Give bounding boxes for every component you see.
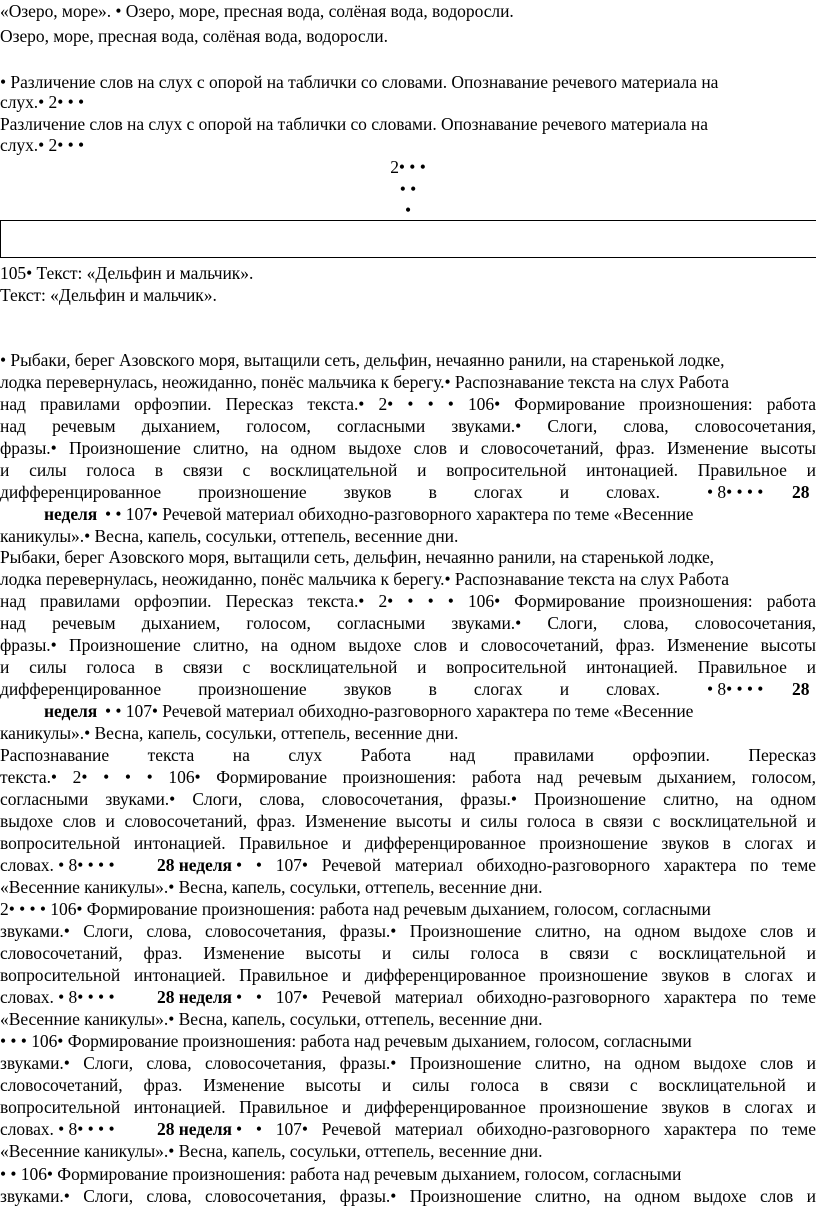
text-line: фразы.• Произношение слитно, на одном выдохе слов и словосочетаний, фраз. Изменение высоты — [0, 438, 816, 458]
text-line: вопросительной интонацией. Правильное и дифференцированное произношение звуков в слогах и — [0, 1097, 816, 1117]
text-line: • • 107• Речевой материал обиходно-разговорного характера по теме «Весенние — [105, 701, 694, 721]
text-line: фразы.• Произношение слитно, на одном выдохе слов и словосочетаний, фраз. Изменение высоты — [0, 635, 816, 655]
text-line: Текст: «Дельфин и мальчик». — [0, 285, 217, 305]
text-line: 2• • • • 106• Формирование произношения: работа над речевым дыханием, голосом, согласными — [0, 899, 711, 919]
text-line: каникулы».• Весна, капель, сосульки, оттепель, весенние дни. — [0, 723, 459, 743]
text-line: • • • 106• Формирование произношения: работа над речевым дыханием, голосом, согласными — [0, 1031, 692, 1051]
text-line: • Различение слов на слух с опорой на таблички со словами. Опознавание речевого материала на — [0, 72, 719, 92]
text-line: словах. • 8• • • • — [0, 987, 115, 1007]
text-line: и силы голоса в связи с восклицательной и вопросительной интонацией. Правильное и — [0, 657, 816, 677]
text-line: словах. • 8• • • • — [0, 1119, 115, 1139]
text-line: словосочетаний, фраз. Изменение высоты и силы голоса в связи с восклицательной и — [0, 943, 816, 963]
text-line: • 8• • • • — [707, 482, 764, 502]
week-label: неделя — [44, 504, 98, 524]
text-line: Рыбаки, берег Азовского моря, вытащили сеть, дельфин, нечаянно ранили, на старенькой лодке, — [0, 547, 714, 567]
text-line: • • 107• Речевой материал обиходно-разговорного характера по теме — [236, 855, 816, 875]
text-line: 2• • • — [390, 157, 426, 177]
text-line: лодка перевернулась, неожиданно, понёс мальчика к берегу.• Распознавание текста на слух Работа — [0, 569, 729, 589]
empty-table-cell — [0, 220, 816, 258]
text-line: Распознавание текста на слух Работа над правилами орфоэпии. Пересказ — [0, 745, 816, 765]
text-line: 105• Текст: «Дельфин и мальчик». — [0, 263, 254, 283]
text-line: Озеро, море, пресная вода, солёная вода, водоросли. — [0, 26, 388, 46]
text-line: над речевым дыханием, голосом, согласными звуками.• Слоги, слова, словосочетания, — [0, 613, 816, 633]
week-label: 28 неделя — [157, 987, 232, 1007]
text-line: • — [404, 200, 412, 220]
text-line: слух.• 2• • • — [0, 92, 85, 112]
text-line: «Весенние каникулы».• Весна, капель, сосульки, оттепель, весенние дни. — [0, 1009, 543, 1029]
text-line: «Весенние каникулы».• Весна, капель, сосульки, оттепель, весенние дни. — [0, 1141, 543, 1161]
week-label: 28 — [792, 482, 810, 502]
text-line: каникулы».• Весна, капель, сосульки, оттепель, весенние дни. — [0, 526, 459, 546]
text-line: лодка перевернулась, неожиданно, понёс мальчика к берегу.• Распознавание текста на слух Работа — [0, 372, 729, 392]
text-line: вопросительной интонацией. Правильное и дифференцированное произношение звуков в слогах и — [0, 833, 816, 853]
text-line: «Озеро, море». • Озеро, море, пресная вода, солёная вода, водоросли. — [0, 1, 514, 21]
text-line: вопросительной интонацией. Правильное и дифференцированное произношение звуков в слогах и — [0, 965, 816, 985]
week-label: 28 — [792, 679, 810, 699]
text-line: дифференцированное произношение звуков в слогах и словах. — [0, 679, 660, 699]
text-line: над речевым дыханием, голосом, согласными звуками.• Слоги, слова, словосочетания, — [0, 416, 816, 436]
text-line: • • 106• Формирование произношения: работа над речевым дыханием, голосом, согласными — [0, 1164, 682, 1184]
text-line: дифференцированное произношение звуков в слогах и словах. — [0, 482, 660, 502]
text-line: словосочетаний, фраз. Изменение высоты и силы голоса в связи с восклицательной и — [0, 1075, 816, 1095]
text-line: Различение слов на слух с опорой на таблички со словами. Опознавание речевого материала на — [0, 114, 708, 134]
text-line: словах. • 8• • • • — [0, 855, 115, 875]
text-line: звуками.• Слоги, слова, словосочетания, фразы.• Произношение слитно, на одном выдохе слов и — [0, 921, 816, 941]
text-line: • • — [399, 179, 417, 199]
text-line: текста.• 2• • • • 106• Формирование произношения: работа над речевым дыханием, голосом, — [0, 767, 816, 787]
text-line: звуками.• Слоги, слова, словосочетания, фразы.• Произношение слитно, на одном выдохе слов и — [0, 1186, 816, 1206]
text-line: слух.• 2• • • — [0, 135, 85, 155]
week-label: 28 неделя — [157, 1119, 232, 1139]
text-line: и силы голоса в связи с восклицательной и вопросительной интонацией. Правильное и — [0, 460, 816, 480]
text-line: над правилами орфоэпии. Пересказ текста.• 2• • • • 106• Формирование произношения: работа — [0, 591, 816, 611]
week-label: 28 неделя — [157, 855, 232, 875]
text-line: над правилами орфоэпии. Пересказ текста.• 2• • • • 106• Формирование произношения: работа — [0, 394, 816, 414]
text-line: • • 107• Речевой материал обиходно-разговорного характера по теме «Весенние — [105, 504, 694, 524]
text-line: • • 107• Речевой материал обиходно-разговорного характера по теме — [236, 1119, 816, 1139]
text-line: звуками.• Слоги, слова, словосочетания, фразы.• Произношение слитно, на одном выдохе слов и — [0, 1053, 816, 1073]
text-line: • • 107• Речевой материал обиходно-разговорного характера по теме — [236, 987, 816, 1007]
week-label: неделя — [44, 701, 98, 721]
text-line: выдохе слов и словосочетаний, фраз. Изменение высоты и силы голоса в связи с восклицательной и — [0, 811, 816, 831]
text-line: • Рыбаки, берег Азовского моря, вытащили сеть, дельфин, нечаянно ранили, на старенькой лодке, — [0, 350, 725, 370]
text-line: согласными звуками.• Слоги, слова, словосочетания, фразы.• Произношение слитно, на одном — [0, 789, 816, 809]
text-line: • 8• • • • — [707, 679, 764, 699]
text-line: «Весенние каникулы».• Весна, капель, сосульки, оттепель, весенние дни. — [0, 877, 543, 897]
